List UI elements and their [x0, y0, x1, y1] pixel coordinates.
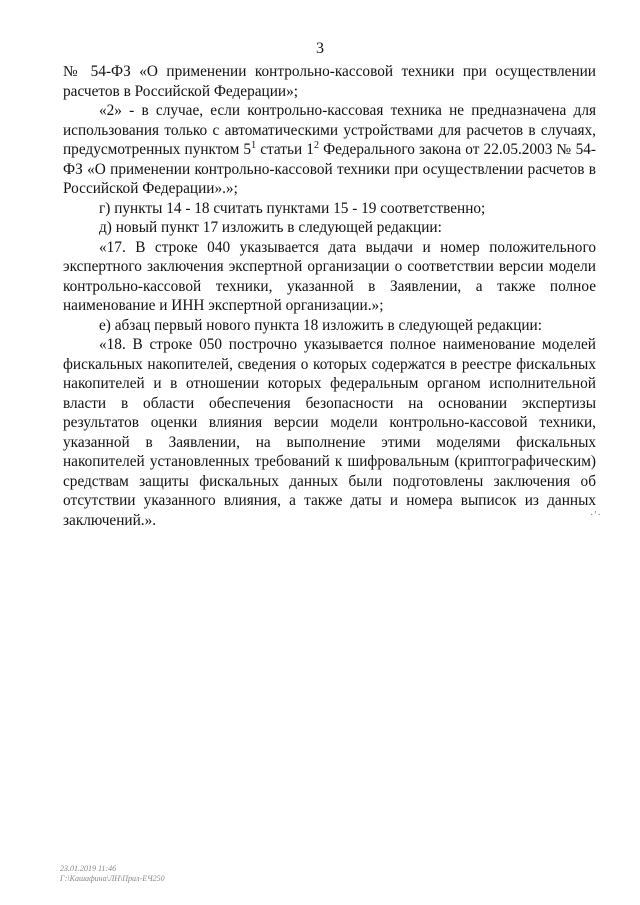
- paragraph-item-2-text-c: Федерального закона от 22.05.2003 № 54-ФЗ «О применении контрольно-кассовой техники при осуществлении расчетов в Российской Федерации».»;: [63, 141, 596, 197]
- paragraph-item-2-text-b: статьи 1: [256, 141, 314, 158]
- footer-stamp: [60, 864, 165, 884]
- paragraph-d: д) новый пункт 17 изложить в следующей редакции:: [99, 219, 442, 236]
- paragraph-point-17: «17. В строке 040 указывается дата выдачи и номер положительного экспертного заключения экспертной организации о соответствии версии модели контрольно-кассовой техники, указанной в Заявлении, а также полное наименование и ИНН экспертной организации.»;: [63, 238, 596, 314]
- footer-timestamp: 23.01.2019 11:46: [60, 864, 117, 873]
- superscript-2: 2: [313, 140, 319, 151]
- paragraph-e: е) абзац первый нового пункта 18 изложить в следующей редакции:: [99, 316, 542, 334]
- paragraph-point-18: «18. В строке 050 построчно указывается полное наименование моделей фискальных накопителей, сведения о которых содержатся в реестре фискальных накопителей и в отношении которых федеральным органом исполнительной власти в области обеспечения безопасности на основании экспертизы результатов оценки влияния версии модели контрольно-кассовой техники, указанной в Заявлении, на выполнение этими моделями фискальных накопителей установленных требований к шифровальным (криптографическим) средствам защиты фискальных данных были подготовлены заключения об отсутствии указанного влияния, а также даты и номера выписок из данных заключений.».: [63, 336, 596, 529]
- superscript-1: 1: [251, 140, 257, 151]
- document-body: [63, 62, 596, 530]
- page-number: 3: [316, 40, 324, 57]
- paragraph-g: г) пункты 14 - 18 считать пунктами 15 - 19 соответственно;: [99, 199, 486, 217]
- footer-file-path: Г:\Кашафина\ЛН\Прил-ЕЧ250: [60, 874, 165, 883]
- paragraph-law-reference: № 54-ФЗ «О применении контрольно-кассовой техники при осуществлении расчетов в Российской Федерации»;: [63, 63, 596, 100]
- scan-artifact: ·ʹ·: [590, 510, 602, 521]
- paragraph-item-2: [63, 101, 596, 199]
- paragraph-item-2-text-a: «2» - в случае, если контрольно-кассовая техника не предназначена для использования только с автоматическими устройствами для расчетов в случаях, предусмотренных пунктом 5: [63, 102, 596, 158]
